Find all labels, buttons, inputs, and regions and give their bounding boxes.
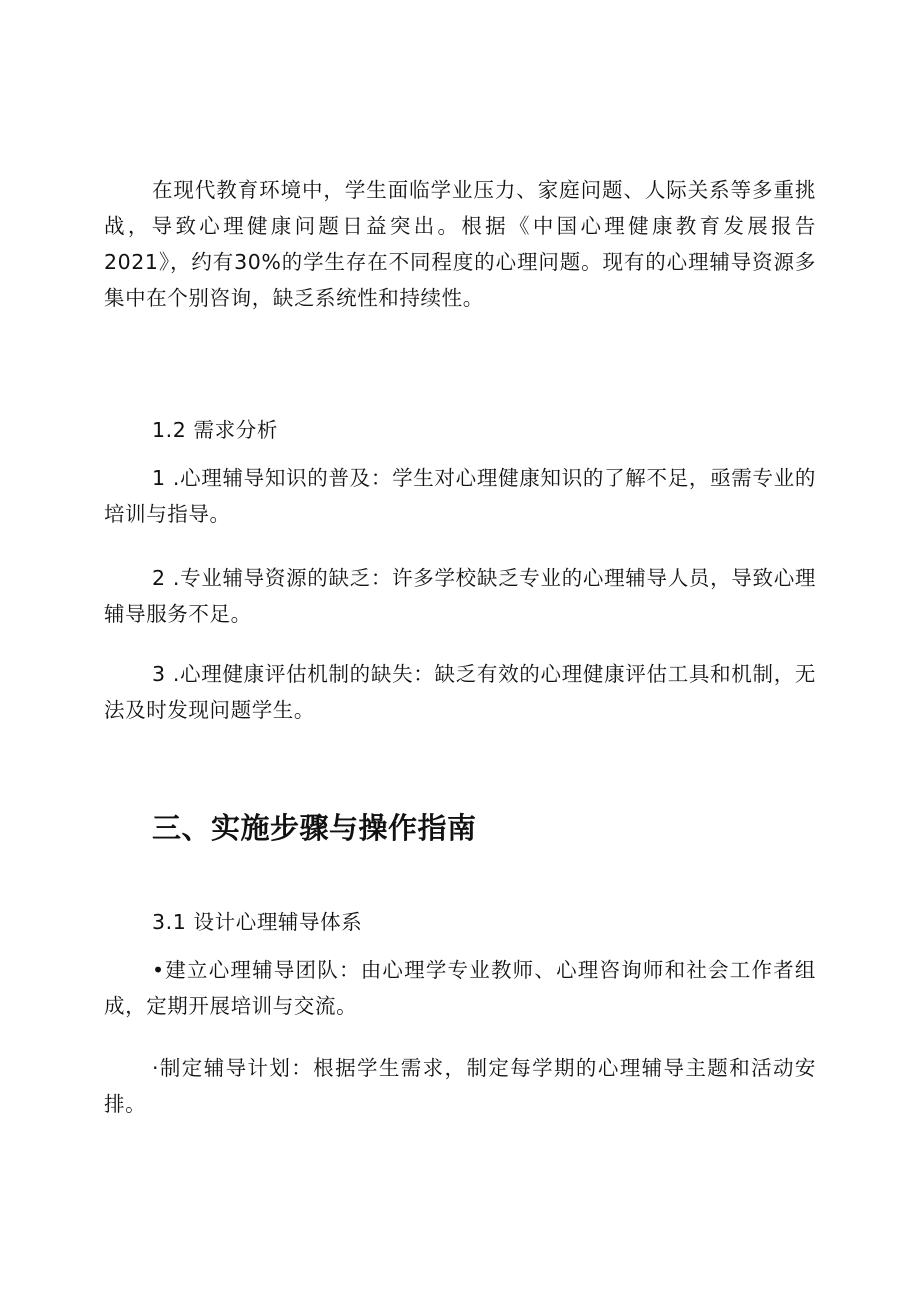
plan-bullet-2: ·制定辅导计划：根据学生需求，制定每学期的心理辅导主题和活动安排。 xyxy=(104,1056,816,1116)
section-3-1-title-block xyxy=(104,904,816,940)
needs-item-3: 3 .心理健康评估机制的缺失：缺乏有效的心理健康评估工具和机制，无法及时发现问题学生。 xyxy=(104,662,816,722)
plan-bullet-2-block xyxy=(104,1050,816,1122)
section-3-1-title: 3.1 设计心理辅导体系 xyxy=(152,910,363,934)
plan-bullet-1: •建立心理辅导团队：由心理学专业教师、心理咨询师和社会工作者组成，定期开展培训与交流。 xyxy=(104,958,816,1018)
needs-item-2: 2 .专业辅导资源的缺乏：许多学校缺乏专业的心理辅导人员，导致心理辅导服务不足。 xyxy=(104,566,816,626)
needs-item-1-block xyxy=(104,460,816,532)
intro-paragraph-block xyxy=(104,172,816,316)
intro-paragraph: 在现代教育环境中，学生面临学业压力、家庭问题、人际关系等多重挑战，导致心理健康问题日益突出。根据《中国心理健康教育发展报告2021》，约有30%的学生存在不同程度的心理问题。现有的心理辅导资源多集中在个别咨询，缺乏系统性和持续性。 xyxy=(104,178,816,310)
section-1-2-title-block xyxy=(104,412,816,448)
section-3-heading: 三、实施步骤与操作指南 xyxy=(152,811,477,845)
needs-item-3-block xyxy=(104,656,816,728)
plan-bullet-1-block xyxy=(104,952,816,1024)
needs-item-2-block xyxy=(104,560,816,632)
section-1-2-title: 1.2 需求分析 xyxy=(152,418,278,442)
needs-item-1: 1 .心理辅导知识的普及：学生对心理健康知识的了解不足，亟需专业的培训与指导。 xyxy=(104,466,816,526)
